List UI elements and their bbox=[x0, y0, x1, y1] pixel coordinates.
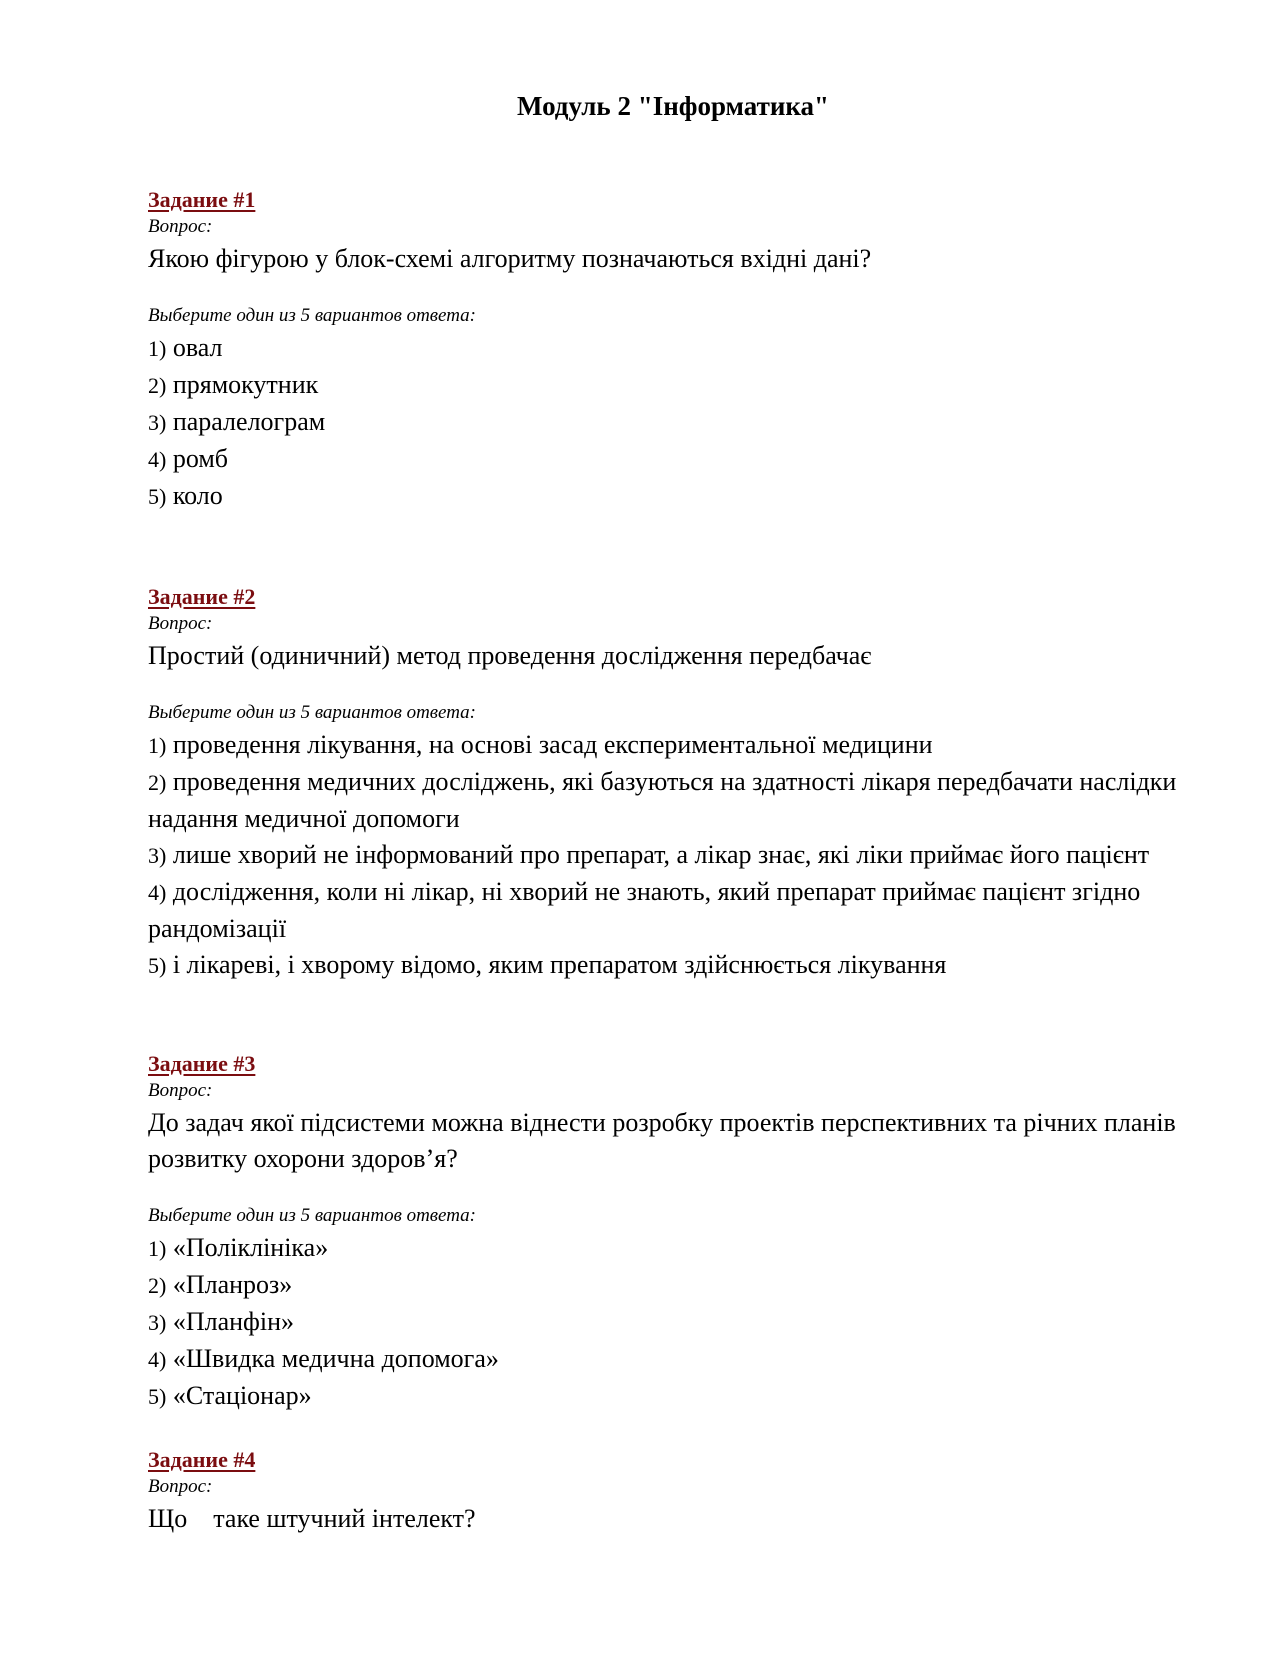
answer-number: 2) bbox=[148, 1273, 167, 1298]
question-label: Вопрос: bbox=[148, 613, 213, 634]
answer-number: 1) bbox=[148, 336, 167, 361]
answers-hint: Выберите один из 5 вариантов ответа: bbox=[148, 305, 477, 326]
answer-option bbox=[148, 367, 1198, 404]
answer-option bbox=[148, 478, 1198, 515]
answer-number: 4) bbox=[148, 447, 167, 472]
answer-text: «Стаціонар» bbox=[172, 1381, 312, 1410]
answer-option bbox=[148, 1230, 1198, 1267]
answer-option bbox=[148, 874, 1198, 947]
answer-number: 2) bbox=[148, 373, 167, 398]
answer-text: «Планфін» bbox=[172, 1307, 295, 1336]
answer-option bbox=[148, 764, 1198, 837]
question-label: Вопрос: bbox=[148, 1080, 213, 1101]
answer-number: 3) bbox=[148, 410, 167, 435]
answer-number: 1) bbox=[148, 1236, 167, 1261]
answer-number: 4) bbox=[148, 880, 167, 905]
answer-option bbox=[148, 837, 1198, 874]
answer-number: 5) bbox=[148, 1384, 167, 1409]
answer-list bbox=[148, 1230, 1198, 1415]
question-text: До задач якої підсистеми можна віднести розробку проектів перспективних та річних планів розвитку охорони здоров’я? bbox=[148, 1108, 1183, 1173]
answer-number: 4) bbox=[148, 1347, 167, 1372]
answer-option bbox=[148, 1267, 1198, 1304]
answer-text: «Планроз» bbox=[172, 1270, 293, 1299]
answer-number: 3) bbox=[148, 843, 167, 868]
answer-option bbox=[148, 1378, 1198, 1415]
answer-number: 3) bbox=[148, 1310, 167, 1335]
answer-option bbox=[148, 1341, 1198, 1378]
answer-option bbox=[148, 947, 1198, 984]
answer-number: 5) bbox=[148, 953, 167, 978]
answer-text: і лікареві, і хворому відомо, яким препаратом здійснюється лікування bbox=[172, 950, 947, 979]
answers-hint: Выберите один из 5 вариантов ответа: bbox=[148, 702, 477, 723]
task-1 bbox=[148, 186, 1198, 515]
answer-option bbox=[148, 330, 1198, 367]
question-text: Простий (одиничний) метод проведення дослідження передбачає bbox=[148, 641, 872, 670]
answers-hint: Выберите один из 5 вариантов ответа: bbox=[148, 1205, 477, 1226]
answer-number: 2) bbox=[148, 770, 167, 795]
task-heading: Задание #1 bbox=[148, 187, 256, 212]
task-heading: Задание #4 bbox=[148, 1447, 256, 1472]
page-title: Модуль 2 "Інформатика" bbox=[516, 91, 830, 121]
answer-text: проведення медичних досліджень, які базуються на здатності лікаря передбачати наслідки надання медичної допомоги bbox=[148, 767, 1177, 833]
question-text: Що таке штучний інтелект? bbox=[148, 1504, 476, 1533]
task-heading: Задание #3 bbox=[148, 1051, 256, 1076]
answer-number: 5) bbox=[148, 484, 167, 509]
answer-text: прямокутник bbox=[172, 370, 319, 399]
task-4 bbox=[148, 1446, 1198, 1537]
answer-text: коло bbox=[172, 481, 223, 510]
task-3 bbox=[148, 1050, 1198, 1415]
answer-option bbox=[148, 1304, 1198, 1341]
answer-text: ромб bbox=[172, 444, 229, 473]
answer-text: овал bbox=[172, 333, 223, 362]
answer-option bbox=[148, 441, 1198, 478]
answer-text: «Поліклініка» bbox=[172, 1233, 329, 1262]
answer-text: лише хворий не інформований про препарат, а лікар знає, які ліки приймає його пацієнт bbox=[172, 840, 1150, 869]
answer-text: «Швидка медична допомога» bbox=[172, 1344, 499, 1373]
answer-text: проведення лікування, на основі засад експериментальної медицини bbox=[172, 730, 933, 759]
answer-number: 1) bbox=[148, 733, 167, 758]
answer-text: паралелограм bbox=[172, 407, 326, 436]
answer-list bbox=[148, 727, 1198, 984]
answer-option bbox=[148, 404, 1198, 441]
question-label: Вопрос: bbox=[148, 216, 213, 237]
answer-option bbox=[148, 727, 1198, 764]
question-text: Якою фігурою у блок-схемі алгоритму позначаються вхідні дані? bbox=[148, 244, 872, 273]
question-label: Вопрос: bbox=[148, 1476, 213, 1497]
task-heading: Задание #2 bbox=[148, 584, 256, 609]
answer-text: дослідження, коли ні лікар, ні хворий не знають, який препарат приймає пацієнт згідно рандомізації bbox=[148, 877, 1141, 943]
task-2 bbox=[148, 583, 1198, 984]
answer-list bbox=[148, 330, 1198, 515]
